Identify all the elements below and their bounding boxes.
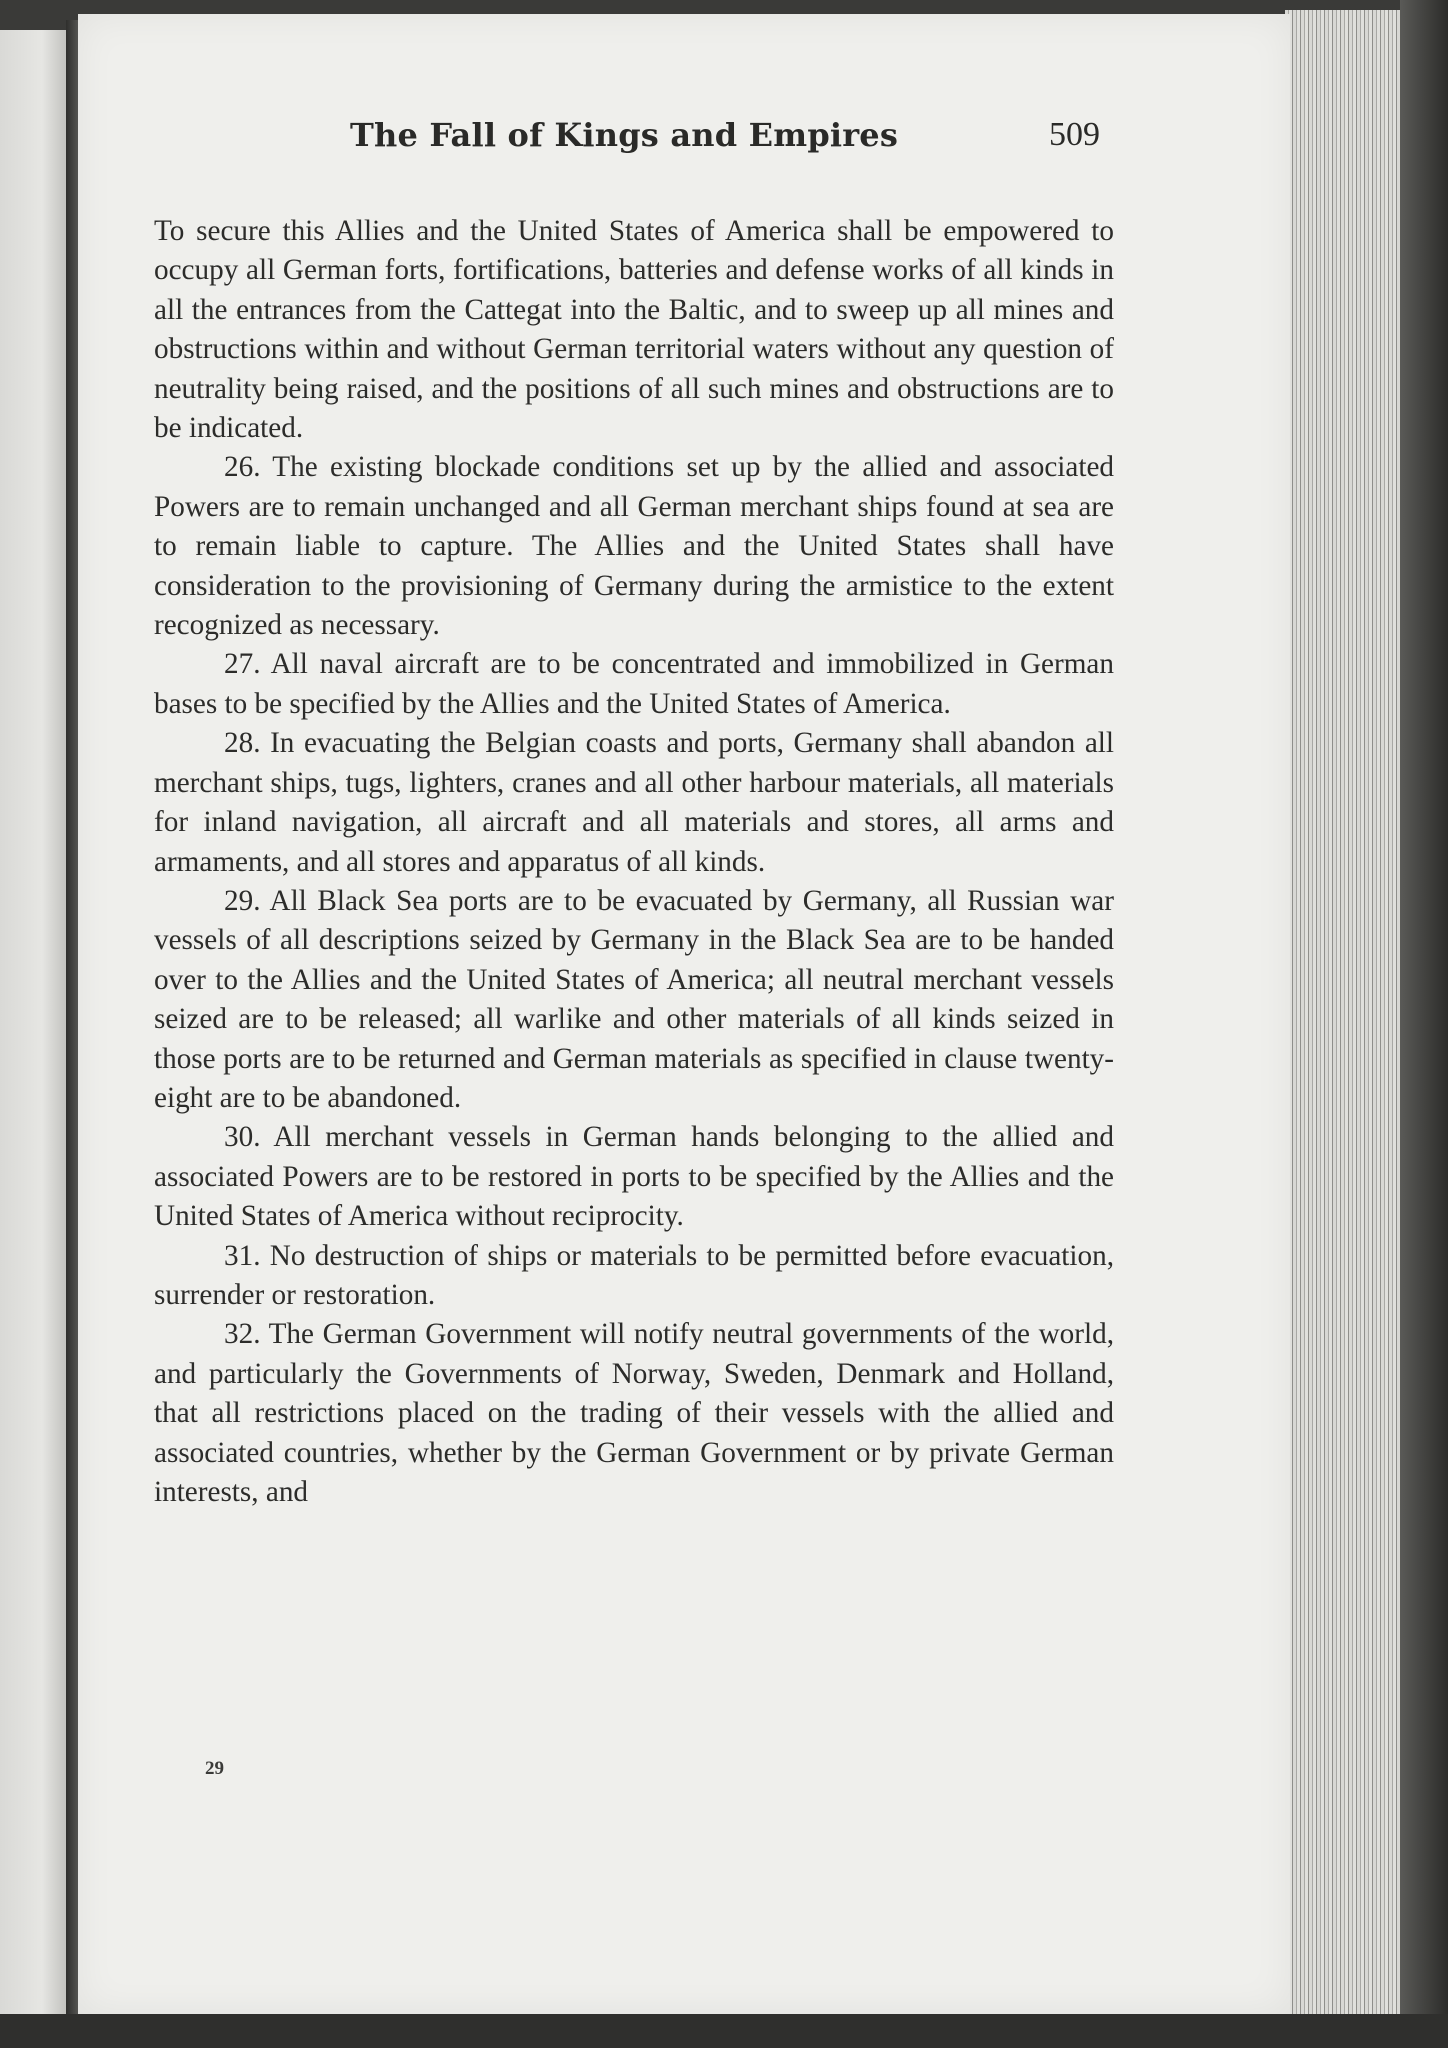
paragraph-clause-29: 29. All Black Sea ports are to be evacuated by Germany, all Russian war vessels of all descriptions seized by Germany in the Black Sea are to be handed over to the Allies and the United States of America; all neutral merchant vessels seized are to be released; all warlike and other materials of all kinds seized in those ports are to be returned and German materials as specified in clause twenty-eight are to be abandoned. <box>154 884 1114 1114</box>
left-page-edge <box>0 30 70 2030</box>
right-edge-shadow <box>1400 0 1448 2048</box>
paragraph-clause-26: 26. The existing blockade conditions set up by the allied and associated Powers are to remain unchanged and all German merchant ships found at sea are to remain liable to capture. The Allies and the United States shall have consideration to the provisioning of Germany during the armistice to the extent recognized as necessary. <box>154 451 1114 642</box>
body-text <box>154 212 1114 1512</box>
running-title: The Fall of Kings and Empires <box>350 116 899 154</box>
paragraph-continuation: To secure this Allies and the United States of America shall be empowered to occupy all German forts, fortifications, batteries and defense works of all kinds in all the entrances from the Cattegat into the Baltic, and to sweep up all mines and obstructions within and without German territorial waters without any question of neutrality being raised, and the positions of all such mines and obstructions are to be indicated. <box>154 215 1114 445</box>
paragraph-clause-30: 30. All merchant vessels in German hands belonging to the allied and associated Powers are to be restored in ports to be specified by the Allies and the United States of America without reciprocity. <box>154 1121 1114 1233</box>
page-number: 509 <box>1049 116 1100 153</box>
paragraph-clause-32: 32. The German Government will notify neutral governments of the world, and particularly the Governments of Norway, Sweden, Denmark and Holland, that all restrictions placed on the trading of their vessels with the allied and associated countries, whether by the German Government or by private German interests, and <box>154 1318 1114 1508</box>
paragraph-clause-27: 27. All naval aircraft are to be concentrated and immobilized in German bases to be specified by the Allies and the United States of America. <box>154 648 1114 720</box>
paragraph-clause-28: 28. In evacuating the Belgian coasts and ports, Germany shall abandon all merchant ships, tugs, lighters, cranes and all other harbour materials, all materials for inland navigation, all aircraft and all materials and stores, all arms and armaments, and all stores and apparatus of all kinds. <box>154 727 1114 878</box>
paragraph-clause-31: 31. No destruction of ships or materials to be permitted before evacuation, surrender or restoration. <box>154 1239 1114 1311</box>
bottom-shadow <box>0 2014 1448 2048</box>
running-header <box>278 116 1100 172</box>
signature-mark: 29 <box>205 1758 224 1779</box>
